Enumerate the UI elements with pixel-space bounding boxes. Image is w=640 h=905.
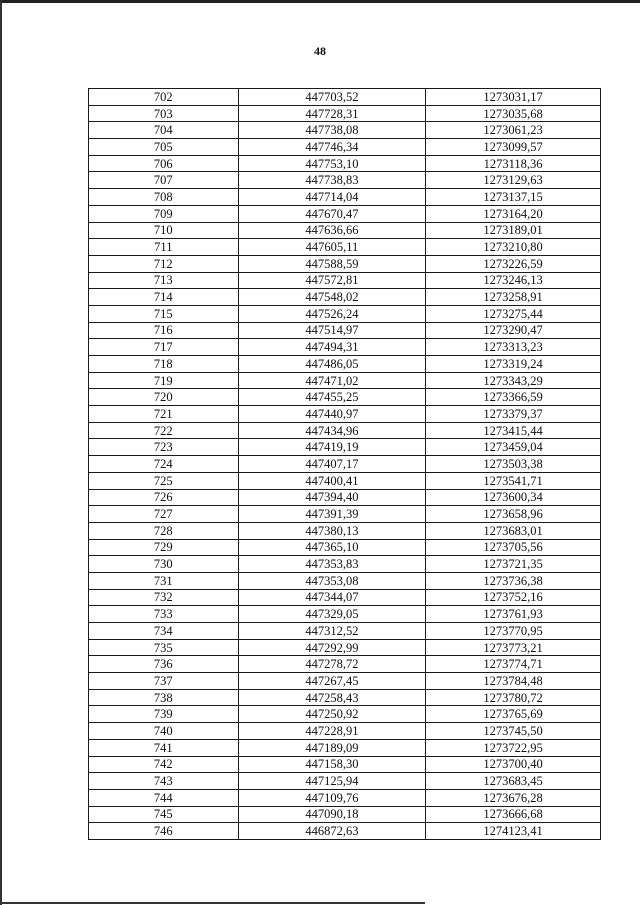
- table-row: [89, 372, 601, 389]
- y-coordinate-cell: 1273210,80: [426, 239, 601, 256]
- table-row: [89, 439, 601, 456]
- y-coordinate-cell: 1273700,40: [426, 756, 601, 773]
- page-number: 48: [314, 44, 326, 58]
- table-row: [89, 356, 601, 373]
- x-coordinate-cell: 447738,08: [238, 122, 426, 139]
- x-coordinate-cell: 447391,39: [238, 506, 426, 523]
- y-coordinate-cell: 1273226,59: [426, 255, 601, 272]
- table-row: [89, 623, 601, 640]
- table-row: [89, 589, 601, 606]
- x-coordinate-cell: 447588,59: [238, 255, 426, 272]
- x-coordinate-cell: 447494,31: [238, 339, 426, 356]
- point-number-cell: 733: [89, 606, 239, 623]
- table-row: [89, 706, 601, 723]
- x-coordinate-cell: 447714,04: [238, 189, 426, 206]
- x-coordinate-cell: 447189,09: [238, 739, 426, 756]
- y-coordinate-cell: 1273290,47: [426, 322, 601, 339]
- table-row: [89, 539, 601, 556]
- point-number-cell: 729: [89, 539, 239, 556]
- x-coordinate-cell: 447738,83: [238, 172, 426, 189]
- coordinates-table: [88, 88, 601, 840]
- x-coordinate-cell: 447125,94: [238, 773, 426, 790]
- page-top-border: [0, 0, 640, 3]
- y-coordinate-cell: 1273752,16: [426, 589, 601, 606]
- point-number-cell: 730: [89, 556, 239, 573]
- x-coordinate-cell: 447514,97: [238, 322, 426, 339]
- y-coordinate-cell: 1273061,23: [426, 122, 601, 139]
- y-coordinate-cell: 1273736,38: [426, 572, 601, 589]
- point-number-cell: 731: [89, 572, 239, 589]
- y-coordinate-cell: 1274123,41: [426, 823, 601, 840]
- y-coordinate-cell: 1273164,20: [426, 205, 601, 222]
- point-number-cell: 713: [89, 272, 239, 289]
- y-coordinate-cell: 1273683,01: [426, 522, 601, 539]
- table-row: [89, 773, 601, 790]
- point-number-cell: 702: [89, 89, 239, 106]
- table-row: [89, 556, 601, 573]
- point-number-cell: 708: [89, 189, 239, 206]
- x-coordinate-cell: 447267,45: [238, 673, 426, 690]
- point-number-cell: 721: [89, 406, 239, 423]
- point-number-cell: 735: [89, 639, 239, 656]
- y-coordinate-cell: 1273780,72: [426, 689, 601, 706]
- point-number-cell: 742: [89, 756, 239, 773]
- table-row: [89, 205, 601, 222]
- x-coordinate-cell: 447394,40: [238, 489, 426, 506]
- x-coordinate-cell: 447471,02: [238, 372, 426, 389]
- x-coordinate-cell: 447746,34: [238, 139, 426, 156]
- point-number-cell: 710: [89, 222, 239, 239]
- table-row: [89, 305, 601, 322]
- y-coordinate-cell: 1273600,34: [426, 489, 601, 506]
- point-number-cell: 737: [89, 673, 239, 690]
- point-number-cell: 712: [89, 255, 239, 272]
- point-number-cell: 745: [89, 806, 239, 823]
- point-number-cell: 722: [89, 422, 239, 439]
- point-number-cell: 714: [89, 289, 239, 306]
- point-number-cell: 726: [89, 489, 239, 506]
- table-row: [89, 506, 601, 523]
- x-coordinate-cell: 447278,72: [238, 656, 426, 673]
- y-coordinate-cell: 1273541,71: [426, 472, 601, 489]
- table-row: [89, 139, 601, 156]
- y-coordinate-cell: 1273129,63: [426, 172, 601, 189]
- point-number-cell: 704: [89, 122, 239, 139]
- table-row: [89, 656, 601, 673]
- table-row: [89, 155, 601, 172]
- x-coordinate-cell: 447526,24: [238, 305, 426, 322]
- y-coordinate-cell: 1273031,17: [426, 89, 601, 106]
- x-coordinate-cell: 447365,10: [238, 539, 426, 556]
- table-row: [89, 806, 601, 823]
- y-coordinate-cell: 1273118,36: [426, 155, 601, 172]
- table-row: [89, 289, 601, 306]
- table-row: [89, 606, 601, 623]
- x-coordinate-cell: 447605,11: [238, 239, 426, 256]
- x-coordinate-cell: 447329,05: [238, 606, 426, 623]
- y-coordinate-cell: 1273666,68: [426, 806, 601, 823]
- table-row: [89, 522, 601, 539]
- x-coordinate-cell: 447572,81: [238, 272, 426, 289]
- point-number-cell: 720: [89, 389, 239, 406]
- x-coordinate-cell: 447380,13: [238, 522, 426, 539]
- table-row: [89, 272, 601, 289]
- point-number-cell: 739: [89, 706, 239, 723]
- point-number-cell: 725: [89, 472, 239, 489]
- y-coordinate-cell: 1273189,01: [426, 222, 601, 239]
- y-coordinate-cell: 1273459,04: [426, 439, 601, 456]
- table-row: [89, 789, 601, 806]
- point-number-cell: 732: [89, 589, 239, 606]
- point-number-cell: 727: [89, 506, 239, 523]
- point-number-cell: 724: [89, 456, 239, 473]
- table-row: [89, 322, 601, 339]
- point-number-cell: 716: [89, 322, 239, 339]
- y-coordinate-cell: 1273366,59: [426, 389, 601, 406]
- x-coordinate-cell: 447434,96: [238, 422, 426, 439]
- point-number-cell: 743: [89, 773, 239, 790]
- x-coordinate-cell: 447703,52: [238, 89, 426, 106]
- table-row: [89, 673, 601, 690]
- x-coordinate-cell: 447228,91: [238, 723, 426, 740]
- point-number-cell: 719: [89, 372, 239, 389]
- x-coordinate-cell: 447753,10: [238, 155, 426, 172]
- y-coordinate-cell: 1273313,23: [426, 339, 601, 356]
- table-row: [89, 723, 601, 740]
- point-number-cell: 703: [89, 105, 239, 122]
- table-row: [89, 255, 601, 272]
- y-coordinate-cell: 1273503,38: [426, 456, 601, 473]
- point-number-cell: 718: [89, 356, 239, 373]
- point-number-cell: 711: [89, 239, 239, 256]
- x-coordinate-cell: 447728,31: [238, 105, 426, 122]
- point-number-cell: 728: [89, 522, 239, 539]
- x-coordinate-cell: 447400,41: [238, 472, 426, 489]
- point-number-cell: 706: [89, 155, 239, 172]
- table-row: [89, 89, 601, 106]
- x-coordinate-cell: 447548,02: [238, 289, 426, 306]
- y-coordinate-cell: 1273379,37: [426, 406, 601, 423]
- y-coordinate-cell: 1273137,15: [426, 189, 601, 206]
- table-row: [89, 756, 601, 773]
- page-bottom-border: [0, 902, 425, 904]
- y-coordinate-cell: 1273770,95: [426, 623, 601, 640]
- x-coordinate-cell: 447353,08: [238, 572, 426, 589]
- table-row: [89, 489, 601, 506]
- table-row: [89, 122, 601, 139]
- point-number-cell: 738: [89, 689, 239, 706]
- x-coordinate-cell: 447636,66: [238, 222, 426, 239]
- x-coordinate-cell: 447292,99: [238, 639, 426, 656]
- point-number-cell: 740: [89, 723, 239, 740]
- y-coordinate-cell: 1273745,50: [426, 723, 601, 740]
- y-coordinate-cell: 1273275,44: [426, 305, 601, 322]
- point-number-cell: 705: [89, 139, 239, 156]
- y-coordinate-cell: 1273676,28: [426, 789, 601, 806]
- y-coordinate-cell: 1273658,96: [426, 506, 601, 523]
- x-coordinate-cell: 447419,19: [238, 439, 426, 456]
- y-coordinate-cell: 1273415,44: [426, 422, 601, 439]
- x-coordinate-cell: 447344,07: [238, 589, 426, 606]
- point-number-cell: 736: [89, 656, 239, 673]
- y-coordinate-cell: 1273099,57: [426, 139, 601, 156]
- y-coordinate-cell: 1273761,93: [426, 606, 601, 623]
- table-row: [89, 456, 601, 473]
- point-number-cell: 707: [89, 172, 239, 189]
- table-row: [89, 406, 601, 423]
- point-number-cell: 723: [89, 439, 239, 456]
- x-coordinate-cell: 447258,43: [238, 689, 426, 706]
- x-coordinate-cell: 447353,83: [238, 556, 426, 573]
- y-coordinate-cell: 1273765,69: [426, 706, 601, 723]
- x-coordinate-cell: 447455,25: [238, 389, 426, 406]
- y-coordinate-cell: 1273683,45: [426, 773, 601, 790]
- y-coordinate-cell: 1273343,29: [426, 372, 601, 389]
- point-number-cell: 717: [89, 339, 239, 356]
- y-coordinate-cell: 1273784,48: [426, 673, 601, 690]
- table-row: [89, 689, 601, 706]
- coordinates-table-body: [89, 89, 601, 840]
- table-row: [89, 339, 601, 356]
- point-number-cell: 715: [89, 305, 239, 322]
- table-row: [89, 422, 601, 439]
- y-coordinate-cell: 1273319,24: [426, 356, 601, 373]
- y-coordinate-cell: 1273258,91: [426, 289, 601, 306]
- point-number-cell: 744: [89, 789, 239, 806]
- table-row: [89, 823, 601, 840]
- x-coordinate-cell: 447670,47: [238, 205, 426, 222]
- x-coordinate-cell: 447486,05: [238, 356, 426, 373]
- x-coordinate-cell: 447250,92: [238, 706, 426, 723]
- point-number-cell: 709: [89, 205, 239, 222]
- table-row: [89, 172, 601, 189]
- y-coordinate-cell: 1273773,21: [426, 639, 601, 656]
- table-row: [89, 222, 601, 239]
- y-coordinate-cell: 1273721,35: [426, 556, 601, 573]
- table-row: [89, 239, 601, 256]
- point-number-cell: 734: [89, 623, 239, 640]
- table-row: [89, 739, 601, 756]
- x-coordinate-cell: 447440,97: [238, 406, 426, 423]
- x-coordinate-cell: 447090,18: [238, 806, 426, 823]
- page-left-border: [0, 0, 2, 905]
- x-coordinate-cell: 447109,76: [238, 789, 426, 806]
- table-row: [89, 572, 601, 589]
- point-number-cell: 741: [89, 739, 239, 756]
- x-coordinate-cell: 447312,52: [238, 623, 426, 640]
- y-coordinate-cell: 1273774,71: [426, 656, 601, 673]
- table-row: [89, 189, 601, 206]
- y-coordinate-cell: 1273722,95: [426, 739, 601, 756]
- y-coordinate-cell: 1273705,56: [426, 539, 601, 556]
- point-number-cell: 746: [89, 823, 239, 840]
- x-coordinate-cell: 447158,30: [238, 756, 426, 773]
- x-coordinate-cell: 446872,63: [238, 823, 426, 840]
- table-row: [89, 472, 601, 489]
- table-row: [89, 105, 601, 122]
- table-row: [89, 389, 601, 406]
- x-coordinate-cell: 447407,17: [238, 456, 426, 473]
- y-coordinate-cell: 1273035,68: [426, 105, 601, 122]
- y-coordinate-cell: 1273246,13: [426, 272, 601, 289]
- table-row: [89, 639, 601, 656]
